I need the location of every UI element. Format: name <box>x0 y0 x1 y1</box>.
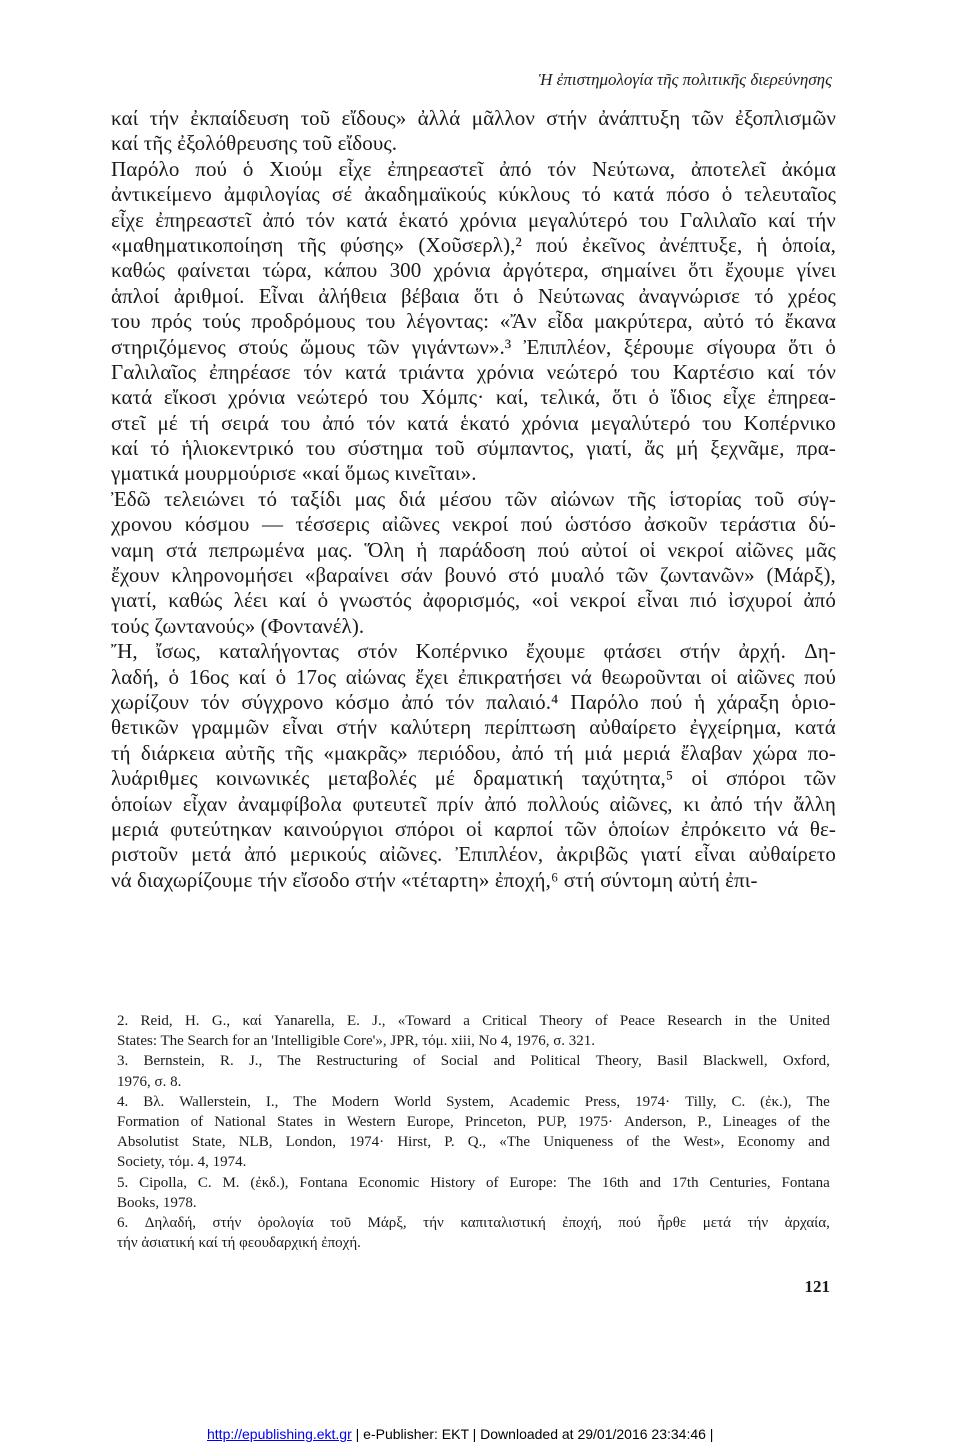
body-line: τή διάρκεια αὐτῆς τῆς «μακρᾶς» περιόδου, ἀπό τή μιά μεριά ἔλαβαν χώρα πο- <box>111 740 836 765</box>
epublishing-link[interactable]: http://epublishing.ekt.gr <box>207 1426 352 1442</box>
body-line: Παρόλο πού ὁ Χιούμ εἶχε ἐπηρεαστεῖ ἀπό τόν Νεύτωνα, ἀποτελεῖ ἀκόμα <box>111 156 836 181</box>
body-line: κατά εἴκοσι χρόνια νεώτερό του Χόμπς· καί, τελικά, ὅτι ὁ ἴδιος εἶχε ἐπηρεα- <box>111 385 836 410</box>
body-text <box>111 106 836 893</box>
footnote-line: τήν ἀσιατική καί τή φεουδαρχική ἐποχή. <box>117 1235 361 1252</box>
body-line: χρονου κόσμου — τέσσερις αἰῶνες νεκροί πού ὡστόσο ἀσκοῦν τεράστια δύ- <box>111 512 836 537</box>
body-line: θετικῶν γραμμῶν εἶναι στήν καλύτερη περίπτωση αὐθαίρετο ἐγχείρημα, κατά <box>111 715 836 740</box>
body-line: καί τήν ἐκπαίδευση τοῦ εἴδους» ἀλλά μᾶλλον στήν ἀνάπτυξη τῶν ἐξοπλισμῶν <box>111 106 836 130</box>
body-line: καί τό ἡλιοκεντρικό του σύστημα τοῦ σύμπαντος, γιατί, ἄς μή ξεχνᾶμε, πρα- <box>111 436 836 461</box>
body-line: ὁποίων εἶχαν ἀναμφίβολα φυτευτεῖ πρίν ἀπό πολλούς αἰῶνες, κι ἀπό τήν ἄλλη <box>111 791 836 816</box>
body-line: ἔχουν κληρονομήσει «βαραίνει σάν βουνό στό μυαλό τῶν ζωντανῶν» (Μάρξ), <box>111 563 836 588</box>
footnote-line: 5. Cipolla, C. M. (ἐκδ.), Fontana Economic History of Europe: The 16th and 17th Centuries, Fontana <box>117 1174 830 1191</box>
body-line: ριστοῦν μετά ἀπό μερικούς αἰῶνες. Ἐπιπλέον, ἀκριβῶς γιατί εἶναι αὐθαίρετο <box>111 842 836 867</box>
footnote-line: States: The Search for an 'Intelligible Core'», JPR, τόμ. xiii, No 4, 1976, σ. 321. <box>117 1033 596 1050</box>
footnote-line: Books, 1978. <box>117 1194 197 1211</box>
body-line: ἁπλοί ἀριθμοί. Εἶναι ἀλήθεια βέβαια ὅτι ὁ Νεύτωνας ἀναγνώρισε τό χρέος <box>111 283 836 308</box>
body-line: ναμη στά πεπρωμένα μας. Ὅλη ἡ παράδοση πού αὐτοί οἱ νεκροί αἰῶνες μᾶς <box>111 537 836 562</box>
body-line: χωρίζουν τόν σύγχρονο κόσμο ἀπό τόν παλαιό.⁴ Παρόλο πού ἡ χάραξη ὁριο- <box>111 689 836 714</box>
body-line: λυάριθμες κοινωνικές μεταβολές μέ δραματική ταχύτητα,⁵ οἱ σπόροι τῶν <box>111 766 836 791</box>
footer-info: | e-Publisher: EKT | Downloaded at 29/01/2016 23:34:46 | <box>351 1426 714 1442</box>
body-line: γματικά μουρμούρισε «καί ὅμως κινεῖται». <box>111 461 477 486</box>
body-line: στεῖ μέ τή σειρά του ἀπό τόν κατά ἑκατό χρόνια μεγαλύτερό του Κοπέρνικο <box>111 410 836 435</box>
footnote-line: 6. Δηλαδή, στήν ὁρολογία τοῦ Μάρξ, τήν καπιταλιστική ἐποχή, πού ἦρθε μετά τήν ἀρχαία, <box>117 1214 830 1231</box>
body-line: Ἐδῶ τελειώνει τό ταξίδι μας διά μέσου τῶν αἰώνων τῆς ἱστορίας τοῦ σύγ- <box>111 486 836 511</box>
footnote-line: Formation of National States in Western Europe, Princeton, PUP, 1975· Anderson, P., Lineages of the <box>117 1113 830 1130</box>
body-line: ἀντικείμενο ἀμφιλογίας σέ ἀκαδημαϊκούς κύκλους τό κατά πόσο ὁ τελευταῖος <box>111 182 836 207</box>
body-line: του πρός τούς προδρόμους του λέγοντας: «Ἄν εἶδα μακρύτερα, αὐτό τό ἔκανα <box>111 309 836 334</box>
body-line: Ἤ, ἴσως, καταλήγοντας στόν Κοπέρνικο ἔχουμε φτάσει στήν ἀρχή. Δη- <box>111 639 836 664</box>
footnote-line: Absolutist State, NLB, London, 1974· Hirst, P. Q., «The Uniqueness of the West», Economy and <box>117 1134 830 1151</box>
body-line: καί τῆς ἐξολόθρευσης τοῦ εἴδους. <box>111 131 398 156</box>
body-line: Γαλιλαῖος ἐπηρέασε τόν κατά τριάντα χρόνια νεώτερό του Καρτέσιο καί τόν <box>111 359 836 384</box>
body-line: εἶχε ἐπηρεαστεῖ ἀπό τόν κατά ἑκατό χρόνια μεγαλύτερό του Γαλιλαῖο καί τήν <box>111 207 836 232</box>
body-line: μεριά φυτεύτηκαν καινούργιοι σπόροι οἱ καρποί τῶν ὁποίων ἐπρόκειτο νά θε- <box>111 816 836 841</box>
body-line: στηριζόμενος στούς ὤμους τῶν γιγάντων».³ Ἐπιπλέον, ξέρουμε σίγουρα ὅτι ὁ <box>111 334 836 359</box>
body-line: καθώς φαίνεται τώρα, κάπου 300 χρόνια ἀργότερα, σημαίνει ὅτι ἔχουμε γίνει <box>111 258 836 283</box>
body-line: λαδή, ὁ 16ος καί ὁ 17ος αἰώνας ἔχει ἐπικρατήσει νά θεωροῦνται οἱ αἰῶνες πού <box>111 664 836 689</box>
body-line: γιατί, καθώς λέει καί ὁ γνωστός ἀφορισμός, «οἱ νεκροί εἶναι πιό ἰσχυροί ἀπό <box>111 588 836 613</box>
body-line: «μαθηματικοποίηση τῆς φύσης» (Χοῦσερλ),² πού ἐκεῖνος ἀνέπτυξε, ἡ ὁποία, <box>111 232 836 257</box>
download-footer <box>207 1426 713 1442</box>
body-line: τούς ζωντανούς» (Φοντανέλ). <box>111 613 365 638</box>
footnote-line: 4. Βλ. Wallerstein, I., The Modern World System, Academic Press, 1974· Tilly, C. (ἐκ.), The <box>117 1093 830 1110</box>
footnote-line: Society, τόμ. 4, 1974. <box>117 1154 247 1171</box>
footnote-line: 2. Reid, H. G., καί Yanarella, E. J., «Toward a Critical Theory of Peace Research in the United <box>117 1013 830 1029</box>
footnotes <box>117 1011 830 1253</box>
running-head: Ἡ ἐπιστημολογία τῆς πολιτικῆς διερεύνησης <box>538 70 832 89</box>
page-number: 121 <box>804 1277 830 1296</box>
footnote-line: 1976, σ. 8. <box>117 1073 182 1090</box>
body-line: νά διαχωρίζουμε τήν εἴσοδο στήν «τέταρτη» ἐποχή,⁶ στή σύντομη αὐτή ἐπι- <box>111 867 758 892</box>
footnote-line: 3. Bernstein, R. J., The Restructuring of Social and Political Theory, Basil Blackwell, Oxford, <box>117 1053 830 1070</box>
